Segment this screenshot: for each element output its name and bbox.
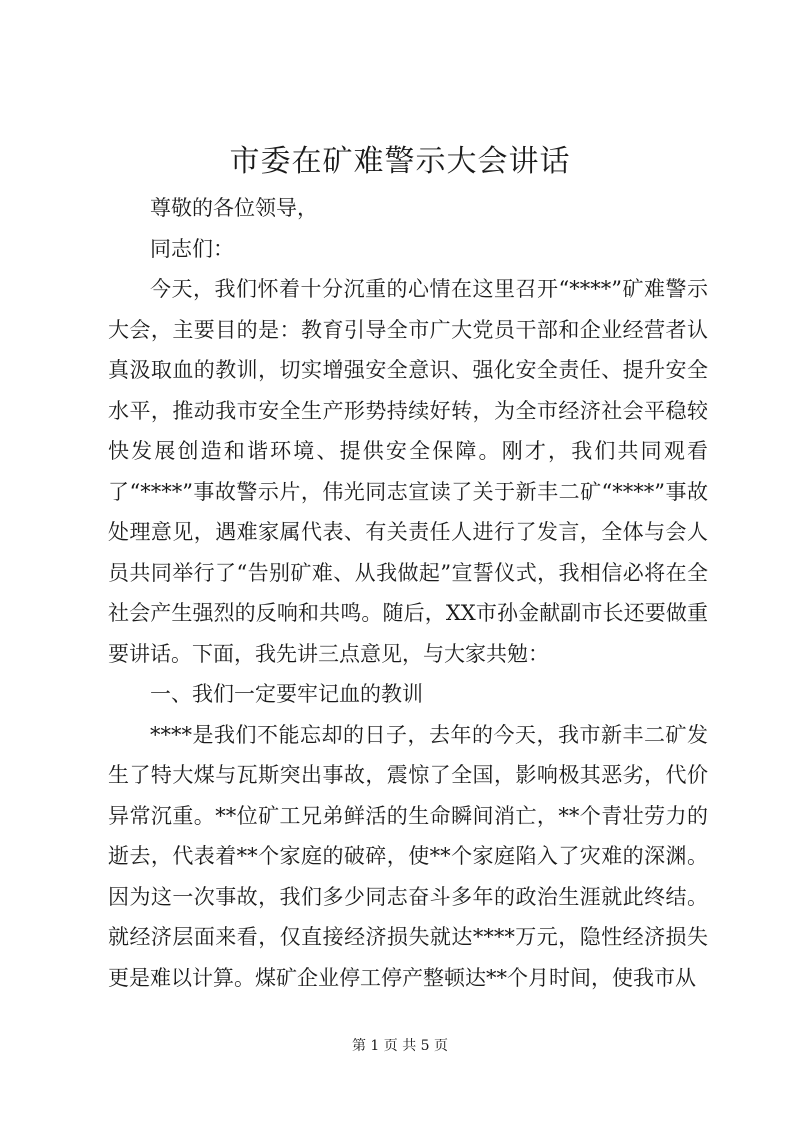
- page-footer: 第 1 页 共 5 页: [351, 1038, 449, 1054]
- section-heading-1: 一、我们一定要牢记血的教训: [150, 682, 423, 706]
- intro-paragraph: 今天，我们怀着十分沉重的心情在这里召开“****”矿难警示大会，主要目的是：教育引导全市广大党员干部和企业经营者认真汲取血的教训，切实增强安全意识、强化安全责任、提升安全水平，推动我市安全生产形势持续好转，为全市经济社会平稳较快发展创造和谐环境、提供安全保障。刚才，我们共同观看了“****”事故警示片，伟光同志宣读了关于新丰二矿“****”事故处理意见，遇难家属代表、有关责任人进行了发言，全体与会人员共同举行了“告别矿难、从我做起”宣誓仪式，我相信必将在全社会产生强烈的反响和共鸣。随后，XX市孙金献副市长还要做重要讲话。下面，我先讲三点意见，与大家共勉：: [108, 277, 708, 666]
- document-title: 市委在矿难警示大会讲话: [229, 144, 571, 179]
- salutation-comrades: 同志们：: [150, 236, 234, 261]
- salutation-leaders: 尊敬的各位领导，: [150, 196, 318, 220]
- section-1-paragraph: ****是我们不能忘却的日子，去年的今天，我市新丰二矿发生了特大煤与瓦斯突出事故，震惊了全国，影响极其恶劣，代价异常沉重。**位矿工兄弟鲜活的生命瞬间消亡，**个青壮劳力的逝去，代表着**个家庭的破碎，使**个家庭陷入了灾难的深渊。因为这一次事故，我们多少同志奋斗多年的政治生涯就此终结。就经济层面来看，仅直接经济损失就达****万元，隐性经济损失更是难以计算。煤矿企业停工停产整顿达**个月时间，使我市从: [108, 722, 708, 990]
- document-body: [108, 188, 708, 998]
